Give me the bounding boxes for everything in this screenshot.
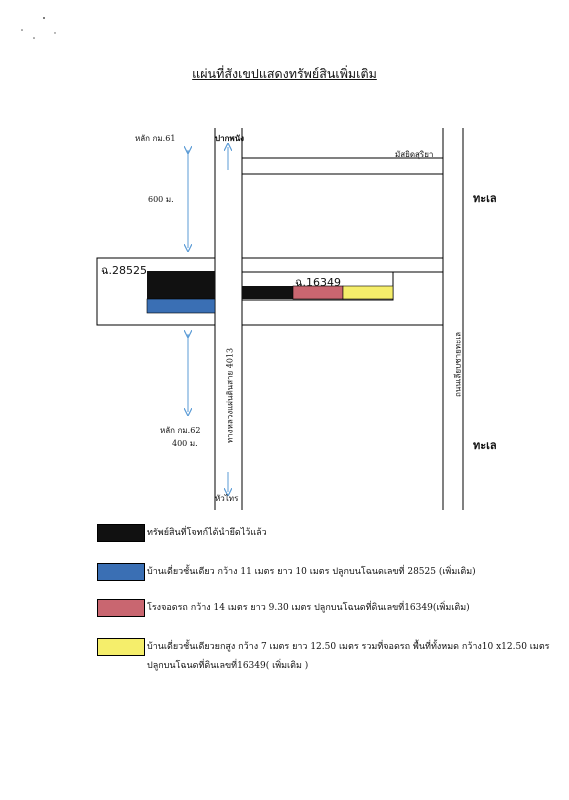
km61-label: หลัก กม.61	[135, 134, 176, 143]
highway-label: ทางหลวงแผ่นดินสาย 4013	[225, 347, 235, 444]
right-seized-black	[242, 286, 293, 299]
legend-swatch-yellow	[97, 638, 145, 656]
left-house-blue	[147, 299, 215, 313]
to-north-label: ปากพนัง	[215, 133, 245, 143]
distance-south-label: 400 ม.	[172, 439, 198, 448]
legend-swatch-blue	[97, 563, 145, 581]
deed-right-label: ฉ.16349	[295, 276, 341, 289]
legend-text: บ้านเดี่ยวชั้นเดียวยกสูง กว้าง 7 เมตร ยาว 12.50 เมตร รวมที่จอดรถ พื้นที่ทั้งหมด กว้าง10 x12.50 เมตร	[147, 642, 550, 652]
left-seized-black	[147, 271, 215, 299]
upper-block	[242, 174, 443, 258]
page-title: แผ่นที่สังเขปแสดงทรัพย์สินเพิ่มเติม	[192, 66, 377, 81]
legend-text: โรงจอดรถ กว้าง 14 เมตร ยาว 9.30 เมตร ปลูกบนโฉนดที่ดินเลขที่16349(เพิ่มเติม)	[147, 603, 470, 613]
legend-text: บ้านเดี่ยวชั้นเดียว กว้าง 11 เมตร ยาว 10 เมตร ปลูกบนโฉนดเลขที่ 28525 (เพิ่มเติม)	[147, 567, 476, 577]
sea-label-top: ทะเล	[473, 192, 497, 205]
to-south-label: หัวไทร	[215, 494, 239, 503]
legend-swatch-red	[97, 599, 145, 617]
km62-label: หลัก กม.62	[160, 426, 201, 435]
deed-left-label: ฉ.28525	[101, 264, 147, 277]
side-road-label: มัสยิดสุริยา	[395, 150, 434, 159]
sea-label-bottom: ทะเล	[473, 439, 497, 452]
legend-text: ทรัพย์สินที่โจทก์ได้นำยึดไว้แล้ว	[147, 528, 267, 538]
distance-north-label: 600 ม.	[148, 195, 174, 204]
right-house-yellow	[343, 286, 393, 299]
beach-road-label: ถนนเลียบชายทะเล	[453, 332, 463, 397]
legend-text-line2: ปลูกบนโฉนดที่ดินเลขที่16349( เพิ่มเติม )	[147, 661, 309, 671]
legend-swatch-black	[97, 524, 145, 542]
